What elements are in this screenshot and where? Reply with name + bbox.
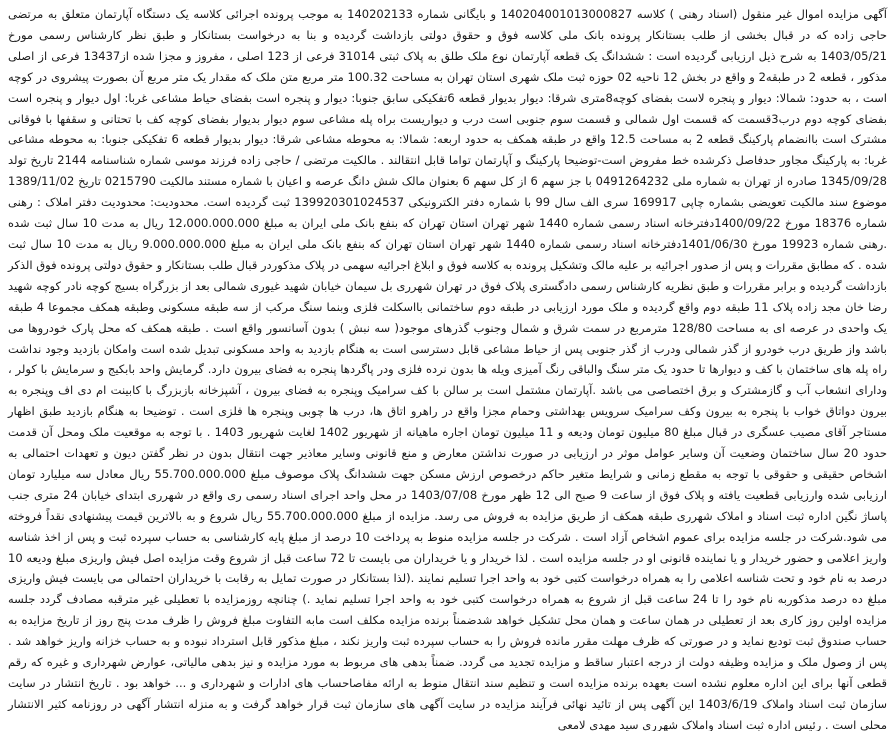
notice-body-text: آگهی مزایده اموال غیر منقول (اسناد رهنی ) کلاسه 140204001013000827 و بایگانی شماره 140202133 به موجب پرونده اجرائی کلاسه یک دستگاه آپارتمان متعلق به مرتضی حاجی زاده که در قبال بخشی از طلب بستانکار پرونده بانک ملی کلاسه فوق و حقوق دولتی بازداشت گردیده و بنا به درخواست بستانکار و طبق نظر کارشناس رسمی مورخ 1403/05/21 به شرح ذیل ارزیابی گردیده است : ششدانگ یک قطعه آپارتمان نوع ملک طلق به پلاک ثبتی 31014 فرعی از 123 اصلی ، مفروز و مجزا شده از13437 فرعی از اصلی مذکور ، قطعه 2 در طبقه2 و واقع در بخش 12 ناحیه 02 حوزه ثبت ملک شهری استان تهران به مساحت 100.32 متر مربع متن ملک که مقدار یک متر مربع آن بصورت پیشروی در کوچه است ، به حدود: شمالا: دیوار و پنجره لاست بفضای کوچه8متری شرقا: دیوار بدیوار قطعه 6تفکیکی سابق جنوبا: دیوار و پنجره است بفضای حیاط مشاعی غربا: اول دیوار و پنجره است بفضای کوچه دوم درب3قسمت که قسمت اول شمالی و قسمت سوم جنوبی است درب و دیواریست براه پله مشاعی سوم دیوار بدیوار بفضای کوچه کف با تحتانی و سقفها با فوقانی مشترک است باانضمام پارکینگ قطعه 2 به مساحت 12.5 واقع در طبقه همکف به حدود اربعه: شمالا: به محوطه مشاعی شرقا: دیوار بدیوار قطعه 6 تفکیکی جنوبا: به محوطه مشاعی غربا: به پارکینگ مجاور حدفاصل ذکرشده خط مفروض است-توضیحا پارکینگ و آپارتمان تواما قابل انتقالند . مالکیت مرتضی / حاجی زاده فرزند موسی شماره شناسنامه 2144 تاریخ تولد 1345/09/28 صادره از تهران به شماره ملی 0491264232 با جز سهم 6 از کل سهم 6 بعنوان مالک شش دانگ عرصه و اعیان با شماره مستند مالکیت 0215790 تاریخ 1389/11/02 موضوع سند مالکیت تعویضی بشماره چاپی 169917 سری الف سال 99 با شماره دفتر الکترونیکی 139920301024537 ثبت گردیده است. محدودیت: محدودیت دفتر املاک : رهنی شماره 18376 مورخ 1400/09/22دفترخانه اسناد رسمی شماره 1440 شهر تهران استان تهران که بنفع بانک ملی ایران به مبلغ 12،000.000.000 ریال به مدت 10 سال ثبت شده .رهنی شماره 19923 مورخ 1401/06/30دفترخانه اسناد رسمی شماره 1440 شهر تهران استان تهران که بنفع بانک ملی ایران به مبلغ 9.000.000.000 ریال به مدت 10 سال ثبت شده . که مطابق مقررات و پس از صدور اجرائیه بر علیه مالک وتشکیل پرونده به کلاسه فوق و ابلاغ اجرائیه سهمی در پلاک مذکوردر قبال طلب بستانکار و حقوق دولتی پرونده فوق الذکر بازداشت گردیده و برابر مقررات و طبق نظریه کارشناس رسمی دادگستری پلاک فوق در تهران شهرری بل سیمان خیابان شهید غیوری شمالی بعد از بزرگراه بسیج کوچه نادر کوچه شهید رضا خان مجد زاده پلاک 11 طبقه دوم واقع گردیده و ملک مورد ارزیابی در طبقه دوم ساختمانی بااسکلت فلزی وبنما سنگ مرکب از سه طبقه مسکونی وطبقه همکف مجموعا 4 طبقه یک واحدی در عرصه ای به مساحت 128/80 مترمربع در سمت شرق و شمال وجنوب گذرهای موجود( سه نبش ) بدون آسانسور واقع است . طبقه همکف که محل پارک خودروها می باشد واز طریق درب خودرو از گذر شمالی ودرب از گذر جنوبی پس از حیاط مشاعی قابل دسترسی است به هنگام بازدید به واحد مسکونی تبدیل شده است وامکان بازدید وجود نداشت راه پله های ساختمان با کف و دیوارها تا حدود یک متر سنگ والباقی رنگ آمیزی ویله ها بدون نرده فلزی ودر پاگردها پنجره به فضای بیرون دارد. گرمایش واحد بابکیج و سرمایش با کولر ، ودارای انشعاب آب و گازمشترک و برق اختصاصی می باشد .آپارتمان مشتمل است بر سالن با کف سرامیک وپنجره به فضای بیرون ، آشپزخانه بازبزرگ با کابینت ام دی اف وپنجره به بیرون دواتاق خواب با پنجره به بیرون وکف سرامیک سرویس بهداشتی وحمام مجزا واقع در راهرو اتاق ها، درب ها چوبی وپنجره ها فلزی است . توضیحا به هنگام بازدید طبق اظهار مستاجر آقای مصیب عسگری در قبال مبلغ 80 میلیون تومان ودیعه و 11 میلیون تومان اجاره ماهیانه از شهریور 1402 لغایت شهریور 1403 . با توجه به موقعیت ملک ومحل آن قدمت حدود 20 سال ساختمان وضعیت آن وسایر عوامل موثر در ارزیابی در صورت نداشتن معارض و منع قانونی وسایر معاذیر جهت انتقال بدون در نظر گفتن دیون و تعهدات احتمالی به اشخاص حقیقی و حقوقی با توجه به مقطع زمانی و شرایط متغیر حاکم درخصوص ارزش مسکن جهت ششدانگ پلاک موصوف مبلغ 55.700.000.000 ریال معادل سه میلیارد تومان ارزیابی شده وارزیابی قطعیت یافته و پلاک فوق از ساعت 9 صبح الی 12 ظهر مورخ 1403/07/08 در محل واحد اجرای اسناد رسمی ری واقع در شهرری ابتدای خیابان 24 متری جنب پاساژ نگین اداره ثبت اسناد و املاک شهرری طبقه همکف از طریق مزایده به فروش می رسد. مزایده از مبلغ 55.700.000.000 ریال شروع و به بالاترین قیمت پیشنهادی نقداً فروخته می شود.شرکت در جلسه مزایده برای عموم اشخاص آزاد است . شرکت در جلسه مزایده منوط به پرداخت 10 درصد از مبلغ پایه کارشناسی به حساب سپرده ثبت و پس از اخذ شناسه واریز اعلامی و حضور خریدار و یا نماینده قانونی او در جلسه مزایده است . لذا خریدار و یا خریداران می بایست تا 72 ساعت قبل از شروع وقت مزایده اصل فیش واریزی مبلغ ودیعه 10 درصد به نام خود و تحت شناسه اعلامی را به همراه درخواست کتبی خود به واحد اجرا تسلیم نمایند .(لذا بستانکار در صورت تمایل به رقابت با خریداران احتمالی می بایست فیش واریزی مبلغ ده درصد مذکوربه نام خود را تا 24 ساعت قبل از شروع به همراه درخواست کتبی خود به واحد اجرا تسلیم نماید .) چنانچه روزمزایده با تعطیلی غیر مترقبه مصادف گردد جلسه مزایده اولین روز کاری بعد از تعطیلی در همان ساعت و همان محل تشکیل خواهد شدضمناً برنده مزایده مکلف است مابه التفاوت مبلغ فروش را ظرف مدت پنج روز از تاریخ مزایده به حساب صندوق ثبت تودیع نماید و در صورتی که ظرف مهلت مقرر مانده فروش را به حساب سپرده ثبت واریز نکند ، مبلغ مذکور قابل استرداد نبوده و به حساب خزانه واریز خواهد شد . پس از وصول ملک و مزایده وظیفه دولت از درجه اعتبار ساقط و مزایده تجدید می گردد. ضمناً بدهی های مربوط به مورد مزایده و نیز بدهی مالیاتی، عوارض شهرداری و غیره که رقم قطعی آنها برای این اداره معلوم نشده است بعهده برنده مزایده است و تنظیم سند انتقال منوط به ارائه مفاصاحساب های ادارات و شهرداری و ... خواهد بود . تاریخ انتشار در سایت سازمان ثبت اسناد واملاک 1403/6/19 این آگهی پس از تائید نهائی فرآیند مزایده در سایت آگهی های سازمان ثبت قرار خواهد گرفت و به منزله انتشار آگهی در روزنامه کثیر الانتشار محلی است . رئیس اداره ثبت اسناد واملاک شهرری سید مهدی لامعی <box>8 7 888 731</box>
